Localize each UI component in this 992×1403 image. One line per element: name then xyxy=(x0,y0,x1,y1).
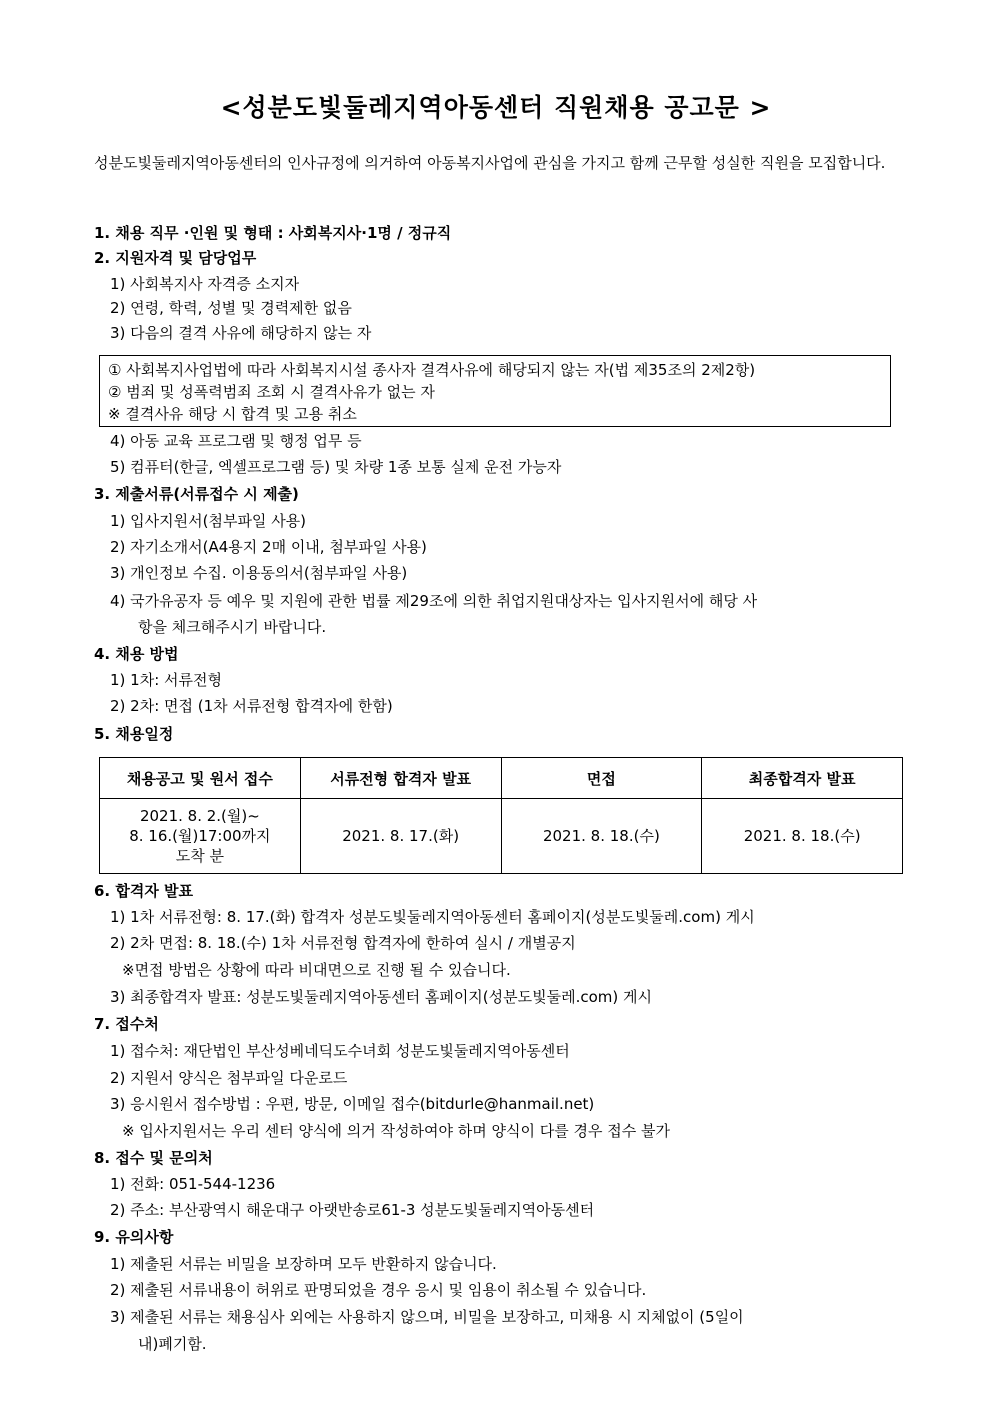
list-item: 2) 주소: 부산광역시 해운대구 아랫반송로61-3 성분도빛둘레지역아동센터 xyxy=(110,1201,595,1219)
table-header: 서류전형 합격자 발표 xyxy=(300,758,501,799)
list-item: 4) 아동 교육 프로그램 및 행정 업무 등 xyxy=(110,432,362,450)
table-header: 면접 xyxy=(501,758,702,799)
list-item: 1) 1차 서류전형: 8. 17.(화) 합격자 성분도빛둘레지역아동센터 홈페이지(성분도빛둘레.com) 게시 xyxy=(110,908,755,926)
table-header: 채용공고 및 원서 접수 xyxy=(100,758,301,799)
section-1-heading: 1. 채용 직무 ·인원 및 형태 : 사회복지사·1명 / 정규직 xyxy=(94,224,452,242)
section-4-heading: 4. 채용 방법 xyxy=(94,645,179,663)
list-item-continuation: 내)폐기함. xyxy=(138,1335,207,1353)
table-header: 최종합격자 발표 xyxy=(702,758,903,799)
note-text: ※ 입사지원서는 우리 센터 양식에 의거 작성하여야 하며 양식이 다를 경우 접수 불가 xyxy=(122,1122,670,1140)
list-item: 2) 2차: 면접 (1차 서류전형 합격자에 한함) xyxy=(110,697,393,715)
cell-line: 2021. 8. 2.(월)~ xyxy=(139,807,260,825)
box-line: ※ 결격사유 해당 시 합격 및 고용 취소 xyxy=(108,405,357,423)
list-item: 3) 최종합격자 발표: 성분도빛둘레지역아동센터 홈페이지(성분도빛둘레.com) 게시 xyxy=(110,988,652,1006)
intro-paragraph: 성분도빛둘레지역아동센터의 인사규정에 의거하여 아동복지사업에 관심을 가지고 함께 근무할 성실한 직원을 모집합니다. xyxy=(94,154,886,172)
section-5-heading: 5. 채용일정 xyxy=(94,725,174,743)
box-line: ① 사회복지사업법에 따라 사회복지시설 종사자 결격사유에 해당되지 않는 자(법 제35조의 2제2항) xyxy=(108,361,756,379)
list-item: 1) 접수처: 재단법인 부산성베네딕도수녀회 성분도빛둘레지역아동센터 xyxy=(110,1042,570,1060)
list-item: 4) 국가유공자 등 예우 및 지원에 관한 법률 제29조에 의한 취업지원대상자는 입사지원서에 해당 사 xyxy=(110,592,758,610)
list-item: 5) 컴퓨터(한글, 엑셀프로그램 등) 및 차량 1종 보통 실제 운전 가능자 xyxy=(110,458,562,476)
list-item-continuation: 항을 체크해주시기 바랍니다. xyxy=(138,618,327,636)
section-8-heading: 8. 접수 및 문의처 xyxy=(94,1149,213,1167)
list-item: 2) 제출된 서류내용이 허위로 판명되었을 경우 응시 및 임용이 취소될 수 있습니다. xyxy=(110,1281,647,1299)
list-item: 3) 다음의 결격 사유에 해당하지 않는 자 xyxy=(110,324,372,342)
section-9-heading: 9. 유의사항 xyxy=(94,1228,174,1246)
cell-line: 8. 16.(월)17:00까지 xyxy=(129,827,271,845)
table-cell: 2021. 8. 17.(화) xyxy=(300,799,501,874)
list-item: 1) 1차: 서류전형 xyxy=(110,671,222,689)
list-item: 1) 사회복지사 자격증 소지자 xyxy=(110,275,300,293)
schedule-table xyxy=(99,757,903,874)
disqualification-box xyxy=(99,355,891,427)
table-row xyxy=(100,799,903,874)
list-item: 1) 제출된 서류는 비밀을 보장하며 모두 반환하지 않습니다. xyxy=(110,1255,497,1273)
section-6-heading: 6. 합격자 발표 xyxy=(94,882,194,900)
list-item: 3) 제출된 서류는 채용심사 외에는 사용하지 않으며, 비밀을 보장하고, 미채용 시 지체없이 (5일이 xyxy=(110,1308,744,1326)
table-cell-application-period xyxy=(100,799,301,874)
list-item: 2) 자기소개서(A4용지 2매 이내, 첨부파일 사용) xyxy=(110,538,427,556)
list-item: 1) 전화: 051-544-1236 xyxy=(110,1175,276,1193)
section-2-heading: 2. 지원자격 및 담당업무 xyxy=(94,249,257,267)
table-cell: 2021. 8. 18.(수) xyxy=(501,799,702,874)
list-item: 2) 지원서 양식은 첨부파일 다운로드 xyxy=(110,1069,348,1087)
list-item: 3) 개인정보 수집. 이용동의서(첨부파일 사용) xyxy=(110,564,408,582)
table-header-row xyxy=(100,758,903,799)
list-item: 2) 2차 면접: 8. 18.(수) 1차 서류전형 합격자에 한하여 실시 / 개별공지 xyxy=(110,934,576,952)
list-item: 2) 연령, 학력, 성별 및 경력제한 없음 xyxy=(110,299,352,317)
page-title: <성분도빛둘레지역아동센터 직원채용 공고문 > xyxy=(220,93,772,122)
note-text: ※면접 방법은 상황에 따라 비대면으로 진행 될 수 있습니다. xyxy=(122,961,511,979)
box-line: ② 범죄 및 성폭력범죄 조회 시 결격사유가 없는 자 xyxy=(108,383,435,401)
list-item: 3) 응시원서 접수방법 : 우편, 방문, 이메일 접수(bitdurle@hanmail.net) xyxy=(110,1095,595,1113)
section-3-heading: 3. 제출서류(서류접수 시 제출) xyxy=(94,485,299,503)
cell-line: 도착 분 xyxy=(175,847,224,865)
list-item: 1) 입사지원서(첨부파일 사용) xyxy=(110,512,307,530)
table-cell: 2021. 8. 18.(수) xyxy=(702,799,903,874)
section-7-heading: 7. 접수처 xyxy=(94,1015,159,1033)
